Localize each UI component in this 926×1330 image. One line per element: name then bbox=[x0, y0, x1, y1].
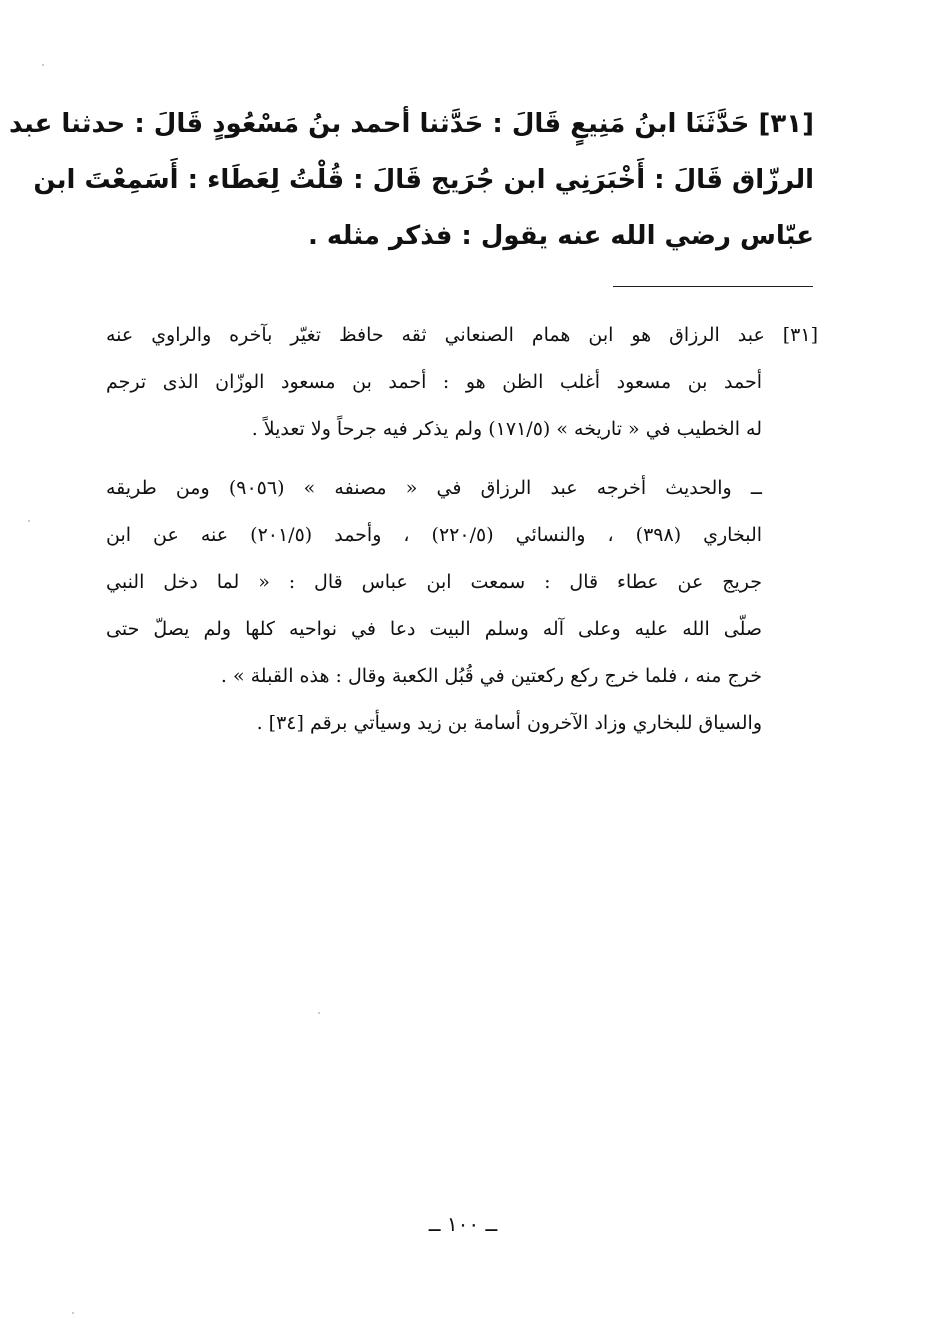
footnote-line: له الخطيب في « تاريخه » (١٧١/٥) ولم يذكر فيه جرحاً ولا تعديلاً . bbox=[251, 418, 762, 440]
footnote-line: صلّى الله عليه وعلى آله وسلم البيت دعا في نواحيه كلها ولم يصلّ حتى bbox=[106, 618, 762, 640]
footnotes bbox=[106, 312, 818, 747]
footnote-paragraph bbox=[106, 465, 818, 700]
footnote-line: [٣١] عبد الرزاق هو ابن همام الصنعاني ثقه حافظ تغيّر بآخره والراوي عنه bbox=[106, 324, 818, 346]
page-number: ــ ١٠٠ ــ bbox=[428, 1212, 498, 1236]
footnote-paragraph bbox=[106, 312, 818, 453]
footnote-line: ــ والحديث أخرجه عبد الرزاق في « مصنفه » (٩٠٥٦) ومن طريقه bbox=[106, 477, 762, 499]
scan-speck bbox=[318, 1012, 320, 1014]
footnote-line: أحمد بن مسعود أغلب الظن هو : أحمد بن مسعود الوزّان الذى ترجم bbox=[106, 371, 762, 393]
footnote-separator bbox=[613, 286, 813, 287]
hadith-text bbox=[8, 96, 814, 264]
page-number-value: ١٠٠ bbox=[446, 1212, 480, 1236]
footnote-paragraph bbox=[106, 700, 818, 747]
scan-speck bbox=[42, 64, 44, 66]
footnote-line: والسياق للبخاري وزاد الآخرون أسامة بن زيد وسيأتي برقم [٣٤] . bbox=[256, 712, 762, 734]
hadith-line: [٣١] حَدَّثَنَا ابنُ مَنِيعٍ قَالَ : حَدَّثنا أحمد بنُ مَسْعُودٍ قَالَ : حدثنا عبد bbox=[8, 109, 814, 139]
scan-speck bbox=[72, 1312, 74, 1314]
hadith-line: عبّاس رضي الله عنه يقول : فذكر مثله . bbox=[307, 221, 814, 251]
footnote-line: البخاري (٣٩٨) ، والنسائي (٢٢٠/٥) ، وأحمد (٢٠١/٥) عنه عن ابن bbox=[106, 524, 763, 546]
footnote-line: خرج منه ، فلما خرج ركع ركعتين في قُبُل الكعبة وقال : هذه القبلة » . bbox=[220, 665, 762, 687]
scan-speck bbox=[28, 520, 30, 522]
hadith-line: الرزّاق قَالَ : أَخْبَرَنِي ابن جُرَيج قَالَ : قُلْتُ لِعَطَاء : أَسَمِعْتَ ابن bbox=[33, 165, 814, 195]
footnote-line: جريج عن عطاء قال : سمعت ابن عباس قال : « لما دخل النبي bbox=[106, 571, 762, 593]
